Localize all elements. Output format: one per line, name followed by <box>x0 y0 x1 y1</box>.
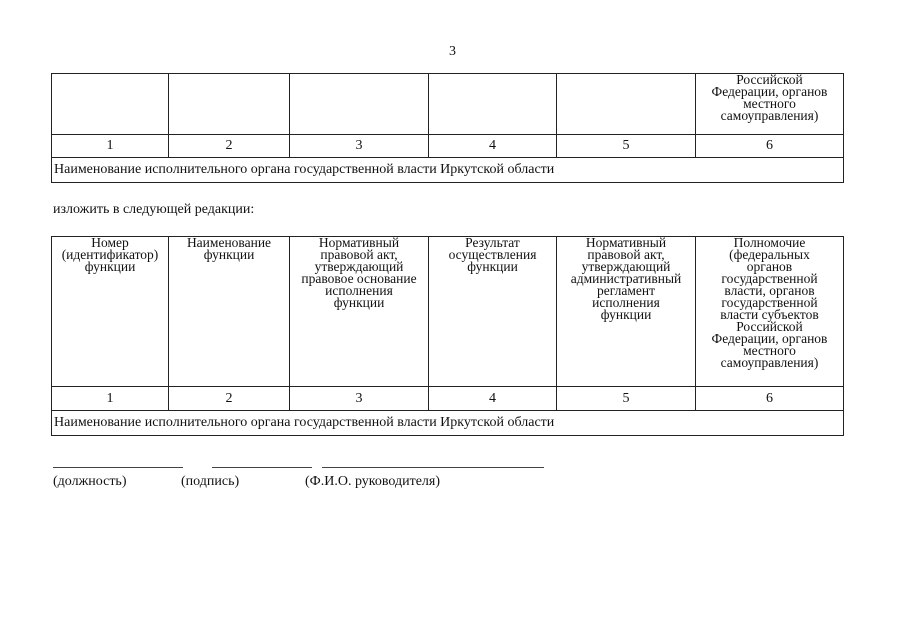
column-number: 2 <box>169 387 290 411</box>
page-number: 3 <box>449 44 456 59</box>
table-continued <box>51 73 844 183</box>
header-legal-basis-act: Нормативный правовой акт, утверждающий правовое основание исполнения функции <box>290 237 429 387</box>
header-cell-empty <box>429 74 557 135</box>
column-number: 4 <box>429 387 557 411</box>
header-function-name: Наименование функции <box>169 237 290 387</box>
org-name-row <box>52 411 844 436</box>
column-number-row <box>52 135 844 158</box>
table-new-wording <box>51 236 844 436</box>
column-number: 1 <box>52 387 169 411</box>
org-name-cell: Наименование исполнительного органа государственной власти Иркутской области <box>52 411 844 436</box>
column-number: 5 <box>557 387 696 411</box>
instruction-text: изложить в следующей редакции: <box>53 202 255 217</box>
header-cell-empty <box>52 74 169 135</box>
column-number: 3 <box>290 387 429 411</box>
header-cell-authority-tail: Российской Федерации, органов местного самоуправления) <box>696 74 844 135</box>
column-number: 2 <box>169 135 290 158</box>
header-function-result: Результат осуществления функции <box>429 237 557 387</box>
column-number-row <box>52 387 844 411</box>
column-number: 5 <box>557 135 696 158</box>
header-admin-regulation-act: Нормативный правовой акт, утверждающий административный регламент исполнения функции <box>557 237 696 387</box>
name-line <box>322 467 544 468</box>
table-header-row <box>52 237 844 387</box>
header-function-id: Номер (идентификатор) функции <box>52 237 169 387</box>
column-number: 4 <box>429 135 557 158</box>
table-header-row <box>52 74 844 135</box>
signature-label: (подпись) <box>181 474 240 489</box>
column-number: 6 <box>696 135 844 158</box>
position-line <box>53 467 183 468</box>
signature-line <box>212 467 312 468</box>
header-authority: Полномочие (федеральных органов государственной власти, органов государственной власти субъектов Российской Федерации, органов местного самоуправления) <box>696 237 844 387</box>
header-cell-empty <box>557 74 696 135</box>
column-number: 3 <box>290 135 429 158</box>
header-cell-empty <box>169 74 290 135</box>
column-number: 6 <box>696 387 844 411</box>
position-label: (должность) <box>53 474 127 489</box>
column-number: 1 <box>52 135 169 158</box>
org-name-cell: Наименование исполнительного органа государственной власти Иркутской области <box>52 158 844 183</box>
header-cell-empty <box>290 74 429 135</box>
full-name-label: (Ф.И.О. руководителя) <box>305 474 440 489</box>
org-name-row <box>52 158 844 183</box>
